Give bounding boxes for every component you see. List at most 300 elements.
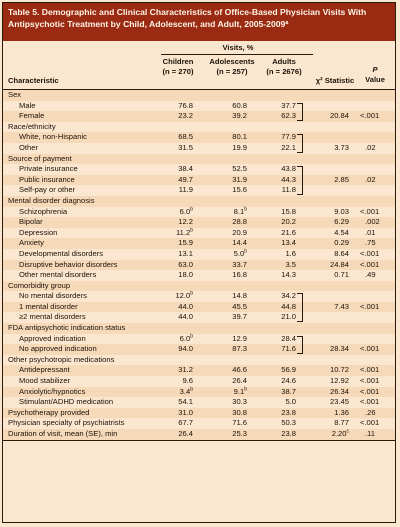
table-row <box>3 260 395 271</box>
adolescents-n: (n = 257) <box>216 67 248 76</box>
adolescents-header <box>203 57 261 77</box>
children-value <box>163 312 193 323</box>
p-value-text: .02 <box>365 142 376 152</box>
adults-value-text: 21.0 <box>281 312 296 322</box>
p-value-text: <.001 <box>360 301 380 311</box>
p-value-text: <.001 <box>360 418 380 428</box>
adolescents-value-text: 45.5 <box>232 301 247 311</box>
adolescents-value-text: 19.9 <box>232 142 247 152</box>
adults-value <box>266 143 296 154</box>
adults-value <box>266 344 296 355</box>
adolescents-value-text: 15.6 <box>232 185 247 195</box>
chi-square-value <box>321 175 349 186</box>
children-value-text: 31.0 <box>178 407 193 417</box>
value-label: Value <box>365 75 385 84</box>
table-row <box>3 111 395 122</box>
p-value <box>360 376 386 387</box>
chi-square-value <box>321 397 349 408</box>
row-label: Other <box>19 142 38 152</box>
row-label: Female <box>19 111 45 121</box>
visits-group-header: Visits, % <box>222 43 254 52</box>
adolescents-value <box>217 228 247 239</box>
children-value <box>163 291 193 302</box>
adolescents-value <box>217 302 247 313</box>
footnote-marker: b <box>190 227 193 234</box>
group-bracket <box>297 166 303 195</box>
adolescents-value <box>217 418 247 429</box>
children-value <box>163 418 193 429</box>
footnote-marker: b <box>244 386 247 393</box>
adults-value-text: 23.8 <box>281 429 296 438</box>
p-label: P <box>372 65 378 74</box>
adults-value <box>266 249 296 260</box>
chi-square-value <box>321 249 349 260</box>
children-value <box>163 185 193 196</box>
p-value-text: .01 <box>365 227 376 237</box>
group-bracket <box>297 336 303 354</box>
children-value-text: 94.0 <box>178 344 193 354</box>
footnote-marker: b <box>190 206 193 212</box>
adults-value <box>266 185 296 196</box>
chi-square-value <box>321 238 349 249</box>
group-bracket <box>297 134 303 152</box>
p-value-text: <.001 <box>360 259 380 269</box>
p-value-text: .49 <box>365 270 376 280</box>
children-value-text: 49.7 <box>178 174 193 184</box>
p-value-text: <.001 <box>360 344 380 354</box>
table-title: Table 5. Demographic and Clinical Characteristics of Office-Based Physician Visits With Antipsychotic Treatment by Child, Adolescent, and Adult, 2005-2009ª <box>3 3 395 41</box>
children-value <box>163 376 193 387</box>
table-row <box>3 101 395 112</box>
footnote-marker: b <box>190 290 193 297</box>
p-value <box>360 365 386 376</box>
adults-value-text: 37.7 <box>281 100 296 110</box>
children-value <box>163 408 193 419</box>
adolescents-value <box>217 291 247 302</box>
adolescents-value <box>217 397 247 408</box>
chi-square-value <box>321 260 349 271</box>
table-row <box>3 408 395 419</box>
children-value <box>163 175 193 186</box>
adolescents-value-text: 8.1 <box>233 206 245 216</box>
table-row <box>3 397 395 408</box>
children-value <box>163 228 193 239</box>
row-label: Depression <box>19 227 58 237</box>
p-value <box>360 418 386 429</box>
adults-value-text: 38.7 <box>281 386 296 396</box>
row-label: Approved indication <box>19 333 86 343</box>
adults-label: Adults <box>272 57 296 66</box>
chi-square-value-text: 24.84 <box>329 259 349 269</box>
table-row <box>3 185 395 196</box>
p-value <box>360 260 386 271</box>
table-row <box>3 217 395 228</box>
children-value <box>163 143 193 154</box>
p-value-text: <.001 <box>360 386 380 396</box>
adults-value <box>266 418 296 429</box>
adults-value-text: 21.6 <box>281 227 296 237</box>
section-row <box>3 90 395 101</box>
table-row <box>3 387 395 398</box>
table-row <box>3 270 395 281</box>
row-label: Psychotherapy provided <box>8 407 90 417</box>
table-row <box>3 164 395 175</box>
p-value <box>365 408 391 419</box>
chi-square-value-text: 2.20 <box>331 429 347 438</box>
adults-value-text: 44.3 <box>281 174 296 184</box>
adolescents-value-text: 25.3 <box>232 429 247 438</box>
adults-value-text: 13.4 <box>281 238 296 248</box>
children-value <box>163 334 193 345</box>
adults-value <box>266 397 296 408</box>
table-header <box>3 41 395 90</box>
children-value <box>163 207 193 218</box>
p-value-text: .75 <box>365 238 376 248</box>
adults-value-text: 24.6 <box>281 376 296 386</box>
row-label: Other mental disorders <box>19 270 97 280</box>
adolescents-value <box>217 238 247 249</box>
adults-value <box>266 334 296 345</box>
adults-value <box>266 207 296 218</box>
children-value <box>163 238 193 249</box>
chi-square-value-text: 4.54 <box>334 227 349 237</box>
table-row <box>3 175 395 186</box>
chi-square-value <box>321 207 349 218</box>
p-value-text: .26 <box>365 407 376 417</box>
table-row <box>3 312 395 323</box>
children-value-text: 11.9 <box>178 185 193 195</box>
chi-square-value <box>321 270 349 281</box>
adults-value-text: 62.3 <box>281 111 296 121</box>
p-value <box>360 397 386 408</box>
adults-value <box>266 260 296 271</box>
row-label: Source of payment <box>8 153 72 163</box>
p-value-text: <.001 <box>360 111 380 121</box>
section-row <box>3 196 395 207</box>
children-label: Children <box>162 57 194 66</box>
children-value <box>163 132 193 143</box>
chi-square-value-text: 23.45 <box>329 397 349 407</box>
adults-value <box>266 175 296 186</box>
adolescents-value-text: 14.4 <box>232 238 247 248</box>
p-value-text: <.001 <box>360 248 380 258</box>
row-label: 1 mental disorder <box>19 301 78 311</box>
adults-value <box>266 164 296 175</box>
adolescents-value <box>217 312 247 323</box>
children-value-text: 15.9 <box>178 238 193 248</box>
row-label: Disruptive behavior disorders <box>19 259 118 269</box>
p-value <box>365 270 391 281</box>
adults-value <box>266 238 296 249</box>
adolescents-value-text: 33.7 <box>232 259 247 269</box>
row-label: ≥2 mental disorders <box>19 312 86 322</box>
chi-square-value-text: 1.36 <box>334 407 349 417</box>
children-value-text: 68.5 <box>178 132 193 142</box>
children-value-text: 3.4 <box>179 386 191 396</box>
group-bracket <box>297 293 303 322</box>
adults-value-text: 20.2 <box>281 217 296 227</box>
table-row <box>3 207 395 218</box>
children-value <box>163 260 193 271</box>
children-value-text: 9.6 <box>182 376 193 386</box>
chi-square-value <box>321 408 349 419</box>
p-value <box>365 217 391 228</box>
adults-value <box>266 312 296 323</box>
adults-value-text: 50.3 <box>281 418 296 428</box>
table-row <box>3 365 395 376</box>
chi-square-value <box>321 143 349 154</box>
section-row <box>3 154 395 165</box>
chi-square-value-text: 12.92 <box>329 376 349 386</box>
chi-square-value-text: 26.34 <box>329 386 349 396</box>
adults-value-text: 34.2 <box>281 291 296 301</box>
p-value <box>365 175 391 186</box>
table-row <box>3 418 395 429</box>
adolescents-value <box>217 249 247 260</box>
row-label: Antidepressant <box>19 365 70 375</box>
adolescents-value <box>217 376 247 387</box>
section-row <box>3 323 395 334</box>
adults-value-text: 22.1 <box>281 142 296 152</box>
chi-square-value <box>321 228 349 239</box>
table-row <box>3 429 395 441</box>
adults-value <box>266 228 296 239</box>
adolescents-value <box>217 132 247 143</box>
p-value-text: <.001 <box>360 365 380 375</box>
chi-square-value <box>321 217 349 228</box>
adults-value-text: 1.6 <box>285 248 296 258</box>
adults-value <box>266 302 296 313</box>
adults-value-text: 11.8 <box>281 185 296 195</box>
row-label: Stimulant/ADHD medication <box>19 397 114 407</box>
p-value <box>365 429 391 440</box>
adolescents-value-text: 52.5 <box>232 164 247 174</box>
children-n: (n = 270) <box>162 67 194 76</box>
p-value-text: <.001 <box>360 206 380 216</box>
adolescents-value-text: 5.0 <box>233 248 245 258</box>
section-row <box>3 355 395 366</box>
chi-square-value <box>321 111 349 122</box>
p-value <box>360 344 386 355</box>
children-value-text: 31.2 <box>178 365 193 375</box>
chi-square-value <box>321 365 349 376</box>
children-value-text: 12.0 <box>175 291 191 301</box>
row-label: Physician specialty of psychiatrists <box>8 418 125 428</box>
children-value <box>163 111 193 122</box>
adults-value <box>266 408 296 419</box>
children-value <box>163 270 193 281</box>
adults-value-text: 77.9 <box>281 132 296 142</box>
p-value-text: .02 <box>365 174 376 184</box>
row-label: Bipolar <box>19 217 43 227</box>
children-value <box>163 164 193 175</box>
chi-square-value-text: 3.73 <box>334 142 349 152</box>
adolescents-value <box>217 175 247 186</box>
children-value-text: 63.0 <box>178 259 193 269</box>
table-row <box>3 376 395 387</box>
row-label: No approved indication <box>19 344 97 354</box>
chi-square-value <box>321 387 349 398</box>
children-value-text: 12.2 <box>178 217 193 227</box>
chi-square-value-text: 6.29 <box>334 217 349 227</box>
adolescents-value <box>217 408 247 419</box>
footnote-marker: c <box>346 428 349 435</box>
children-value-text: 44.0 <box>178 312 193 322</box>
adults-value <box>266 132 296 143</box>
adults-value-text: 43.8 <box>281 164 296 174</box>
adolescents-value-text: 9.1 <box>233 386 245 396</box>
children-value <box>163 302 193 313</box>
children-value-text: 44.0 <box>178 301 193 311</box>
children-value-text: 11.2 <box>176 227 191 237</box>
chi-square-value <box>321 344 349 355</box>
row-label: Public insurance <box>19 174 75 184</box>
children-value-text: 31.5 <box>178 142 193 152</box>
row-label: Race/ethnicity <box>8 121 56 131</box>
children-value <box>163 101 193 112</box>
chi-square-value <box>321 418 349 429</box>
row-label: Male <box>19 100 36 110</box>
p-value-text: .002 <box>365 217 380 227</box>
adolescents-value <box>217 207 247 218</box>
adolescents-value-text: 60.8 <box>232 100 247 110</box>
p-value <box>360 207 386 218</box>
adolescents-value <box>217 260 247 271</box>
children-value-text: 6.0 <box>179 206 191 216</box>
children-value <box>163 397 193 408</box>
chi-square-value-text: 2.85 <box>334 174 349 184</box>
row-label: FDA antipsychotic indication status <box>8 323 126 333</box>
adolescents-value-text: 14.8 <box>232 291 247 301</box>
chi-square-value-text: 8.64 <box>334 248 349 258</box>
adolescents-value-text: 12.9 <box>232 333 247 343</box>
children-value-text: 54.1 <box>178 397 193 407</box>
children-value-text: 13.1 <box>178 248 193 258</box>
table-row <box>3 344 395 355</box>
row-label: Self-pay or other <box>19 185 76 195</box>
children-value <box>163 387 193 398</box>
row-label: Duration of visit, mean (SE), min <box>8 429 118 438</box>
row-label: Comorbidity group <box>8 280 71 290</box>
p-value <box>365 228 391 239</box>
adolescents-value <box>217 270 247 281</box>
p-value <box>360 387 386 398</box>
chi-square-value <box>321 429 349 440</box>
table-row <box>3 238 395 249</box>
adults-value <box>266 101 296 112</box>
adults-value-text: 5.0 <box>285 397 296 407</box>
children-value-text: 38.4 <box>178 164 193 174</box>
table-row <box>3 291 395 302</box>
adults-value <box>266 376 296 387</box>
row-label: Schizophrenia <box>19 206 68 216</box>
adolescents-value-text: 46.6 <box>232 365 247 375</box>
adults-value-text: 71.6 <box>281 344 296 354</box>
section-row <box>3 122 395 133</box>
adults-value-text: 56.9 <box>281 365 296 375</box>
chi-square-value-text: 10.72 <box>329 365 349 375</box>
p-value-header <box>359 65 391 85</box>
chi-square-header: χ² Statistic <box>315 76 355 85</box>
adults-value <box>266 291 296 302</box>
adults-header <box>261 57 307 77</box>
row-label: Other psychotropic medications <box>8 354 115 364</box>
children-value-text: 6.0 <box>179 333 191 343</box>
children-value <box>163 217 193 228</box>
adolescents-value <box>217 217 247 228</box>
p-value <box>360 111 386 122</box>
children-value <box>163 344 193 355</box>
adults-value-text: 23.8 <box>281 407 296 417</box>
adolescents-value <box>217 344 247 355</box>
row-label: Mental disorder diagnosis <box>8 195 95 205</box>
adolescents-value <box>217 185 247 196</box>
table-row <box>3 334 395 345</box>
table-row <box>3 302 395 313</box>
table-body <box>3 90 395 441</box>
adolescents-value <box>217 101 247 112</box>
adolescents-value-text: 39.2 <box>232 111 247 121</box>
row-label: Anxiety <box>19 238 44 248</box>
p-value-text: <.001 <box>360 397 380 407</box>
children-value-text: 67.7 <box>178 418 193 428</box>
group-bracket <box>297 103 303 121</box>
adolescents-value-text: 80.1 <box>232 132 247 142</box>
adolescents-value-text: 31.9 <box>232 174 247 184</box>
adults-value <box>266 429 296 440</box>
chi-square-value-text: 8.77 <box>334 418 349 428</box>
adolescents-value <box>217 334 247 345</box>
p-value <box>365 143 391 154</box>
table-row <box>3 249 395 260</box>
footnote-marker: b <box>190 386 193 393</box>
row-label: White, non-Hispanic <box>19 132 87 142</box>
adolescents-value-text: 30.3 <box>232 397 247 407</box>
row-label: Anxiolytic/hypnotics <box>19 386 86 396</box>
children-value <box>163 249 193 260</box>
adolescents-value-text: 20.9 <box>232 227 247 237</box>
adolescents-value <box>217 111 247 122</box>
row-label: Developmental disorders <box>19 248 103 258</box>
chi-square-value-text: 28.34 <box>329 344 349 354</box>
adolescents-value <box>217 365 247 376</box>
adults-value <box>266 387 296 398</box>
p-value <box>360 249 386 260</box>
children-value <box>163 365 193 376</box>
children-value-text: 76.8 <box>178 100 193 110</box>
adults-value-text: 15.8 <box>281 206 296 216</box>
table-row <box>3 228 395 239</box>
p-value-text: .11 <box>365 429 375 438</box>
chi-square-value <box>321 376 349 387</box>
chi-square-value-text: 0.71 <box>334 270 349 280</box>
adolescents-value <box>217 164 247 175</box>
characteristic-header: Characteristic <box>8 76 59 85</box>
chi-square-value-text: 0.29 <box>334 238 349 248</box>
chi-square-value-text: 20.84 <box>329 111 349 121</box>
children-value-text: 23.2 <box>178 111 193 121</box>
visits-group-rule <box>161 54 313 55</box>
adults-n: (n = 2676) <box>266 67 302 76</box>
row-label: Sex <box>8 90 22 99</box>
adults-value-text: 3.5 <box>285 259 296 269</box>
adults-value <box>266 111 296 122</box>
row-label: No mental disorders <box>19 291 87 301</box>
children-header <box>153 57 203 77</box>
p-value <box>360 302 386 313</box>
adults-value-text: 14.3 <box>281 270 296 280</box>
table-row <box>3 143 395 154</box>
